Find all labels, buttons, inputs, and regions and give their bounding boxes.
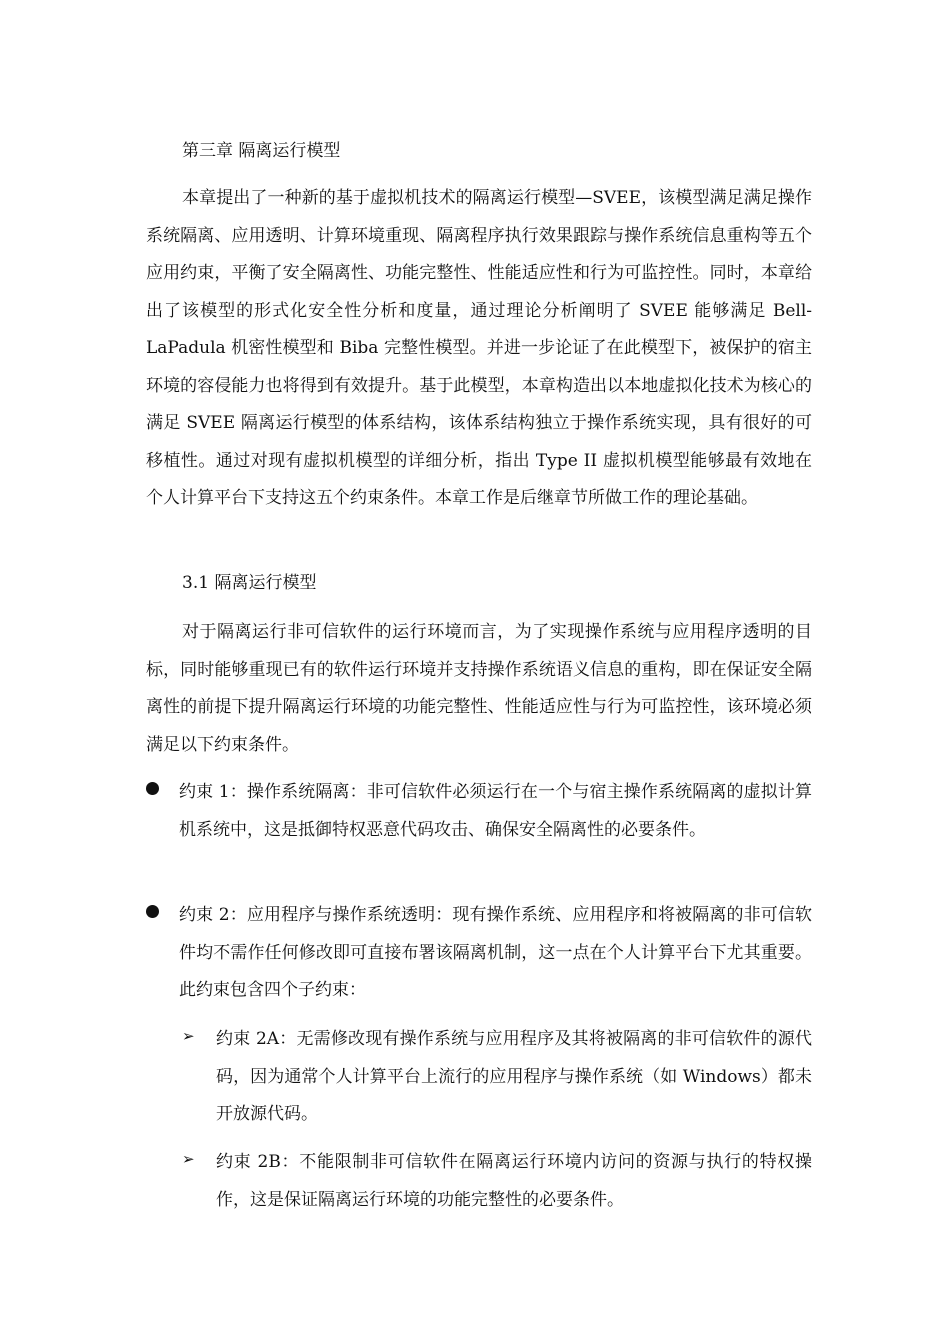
section-paragraph: 对于隔离运行非可信软件的运行环境而言，为了实现操作系统与应用程序透明的目标，同时能够重现已有的软件运行环境并支持操作系统语义信息的重构，即在保证安全隔离性的前提下提升隔离运行环境的功能完整性、性能适应性与行为可监控性，该环境必须满足以下约束条件。 xyxy=(146,622,812,755)
bullet-icon xyxy=(146,905,159,918)
constraint-2-text: 约束 2：应用程序与操作系统透明：现有操作系统、应用程序和将被隔离的非可信软件均不需作任何修改即可直接布署该隔离机制，这一点在个人计算平台下尤其重要。此约束包含四个子约束： xyxy=(179,905,812,1000)
constraint-1-text: 约束 1：操作系统隔离：非可信软件必须运行在一个与宿主操作系统隔离的虚拟计算机系统中，这是抵御特权恶意代码攻击、确保安全隔离性的必要条件。 xyxy=(179,782,812,840)
constraint-item-1 xyxy=(146,774,812,849)
constraint-item-2 xyxy=(146,897,812,1010)
chapter-title: 第三章 隔离运行模型 xyxy=(182,141,341,161)
section-title: 3.1 隔离运行模型 xyxy=(182,573,317,593)
bullet-icon xyxy=(146,782,159,795)
sub-constraint-2a-text: 约束 2A：无需修改现有操作系统与应用程序及其将被隔离的非可信软件的源代码，因为通常个人计算平台上流行的应用程序与操作系统（如 Windows）都未开放源代码。 xyxy=(216,1029,812,1124)
sub-constraint-2b-text: 约束 2B：不能限制非可信软件在隔离运行环境内访问的资源与执行的特权操作，这是保证隔离运行环境的功能完整性的必要条件。 xyxy=(216,1152,812,1210)
arrow-bullet-icon: ➢ xyxy=(182,1150,195,1168)
arrow-bullet-icon: ➢ xyxy=(182,1027,195,1045)
sub-constraint-2b xyxy=(182,1144,812,1219)
sub-constraint-2a xyxy=(182,1021,812,1134)
intro-paragraph: 本章提出了一种新的基于虚拟机技术的隔离运行模型—SVEE，该模型满足满足操作系统隔离、应用透明、计算环境重现、隔离程序执行效果跟踪与操作系统信息重构等五个应用约束，平衡了安全隔离性、功能完整性、性能适应性和行为可监控性。同时，本章给出了该模型的形式化安全性分析和度量，通过理论分析阐明了 SVEE 能够满足 Bell-LaPadula 机密性模型和 Biba 完整性模型。并进一步论证了在此模型下，被保护的宿主环境的容侵能力也将得到有效提升。基于此模型，本章构造出以本地虚拟化技术为核心的满足 SVEE 隔离运行模型的体系结构，该体系结构独立于操作系统实现，具有很好的可移植性。通过对现有虚拟机模型的详细分析，指出 Type II 虚拟机模型能够最有效地在个人计算平台下支持这五个约束条件。本章工作是后继章节所做工作的理论基础。 xyxy=(146,188,812,508)
